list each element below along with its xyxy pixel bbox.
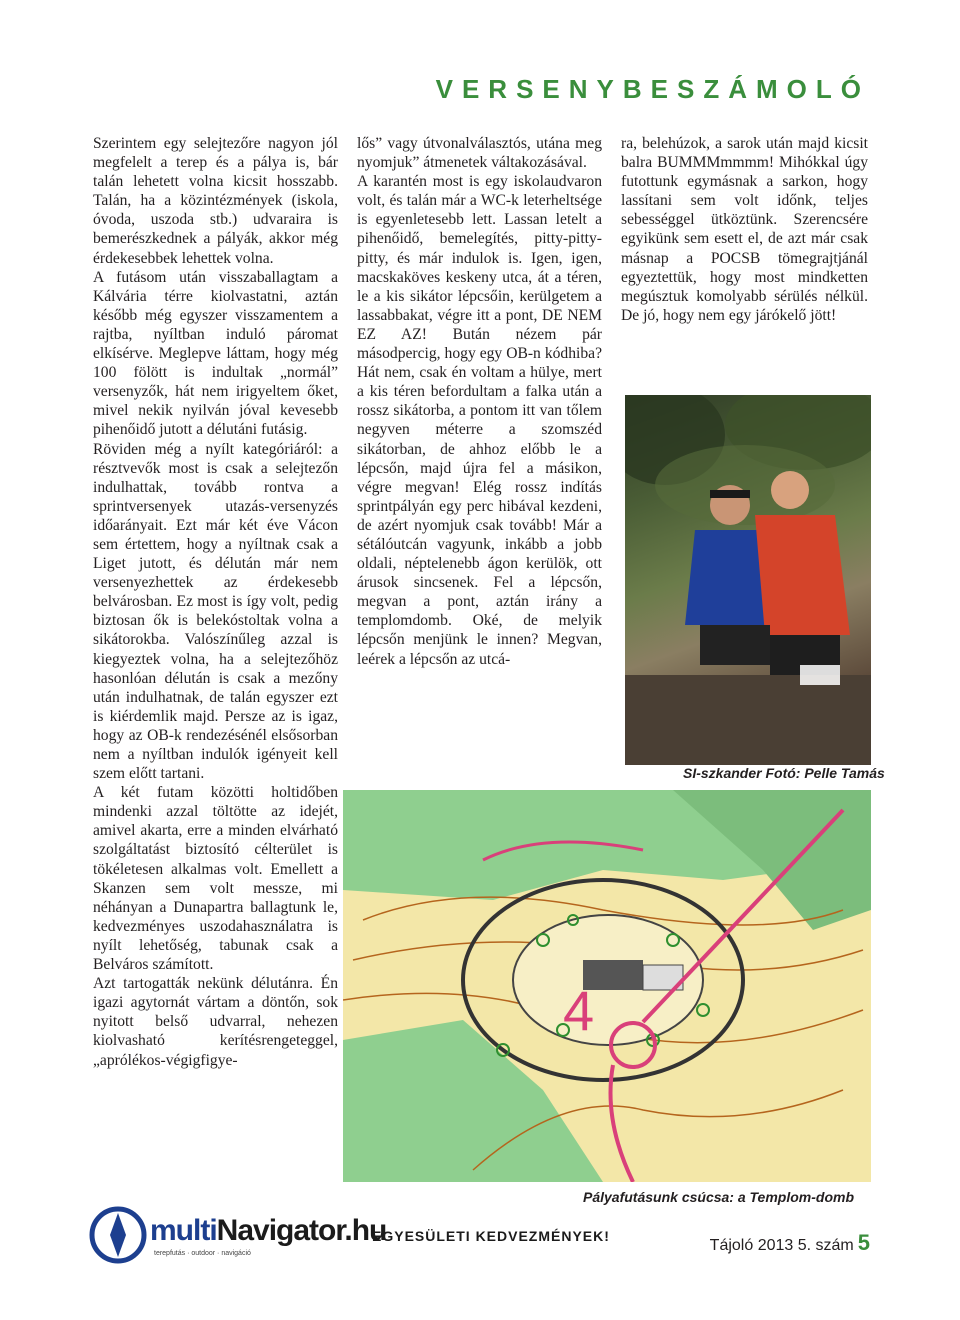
logo-wordmark-part2: Navigator.hu	[216, 1214, 387, 1247]
paragraph: Röviden még a nyílt kategóriáról: a résztvevők most is csak a selejtezőn indulhattak, tovább rontva a sprintversenyek utazás-versenyzés időarányait. Ezt már két éve Vácon sem értettem, hogy a nyíltnak csak a Liget jutott, és délután már nem versenyezhettek az érdekesebb belvárosban. Ez most is így volt, pedig biztosan ők is belekóstoltak volna a sikátorokba. Valószínűleg azzal is kiegyeztek volna, ha a selejtezőhöz hasonlóan délután is csak a mezőny után indulhatnak, de talán egyszer ezt is kiérdemlik majd. Persze az is igaz, hogy az OB-k rendezésénél elsősorban nem a nyíltban indulók igényeit kell szem előtt tartani.	[93, 440, 338, 783]
section-title: VERSENYBESZÁMOLÓ	[435, 74, 870, 104]
text-column-3	[621, 134, 868, 325]
paragraph: Azt tartogatták nekünk délutánra. Én igazi agytornát vártam a döntőn, sok nyitott belső udvarral, nehezen kiolvasható kerítésrengeteggel, „aprólékos-végigfigye-	[93, 975, 338, 1069]
logo-tagline: terepfutás · outdoor · navigáció	[154, 1250, 251, 1257]
multinavigator-logo	[88, 1200, 387, 1270]
discount-banner: EGYESÜLETI KEDVEZMÉNYEK!	[372, 1228, 610, 1244]
orienteering-map	[343, 790, 871, 1182]
paragraph: Szerintem egy selejtezőre nagyon jól megfelelt a terep és a pálya is, bár talán lehetett volna kicsit hosszabb. Talán, ha a közintézmények (iskola, óvoda, uszoda stb.) udvaraira is bemerészkednek a pályák, akkor még érdekesebbek lehettek volna.	[93, 135, 338, 267]
logo-wordmark-part1: multi	[150, 1214, 217, 1247]
paragraph: A két futam közötti holtidőben mindenki azzal töltötte az idejét, amivel akarta, erre a minden elvárható szolgáltatást biztosító célterület is tökéletesen alkalmas volt. Emellett a Skanzen sem volt messze, mi néhányan a Dunapartra ballagtunk le, kedvezményes uszodahasználatra is nyílt lehetőség, tabunak csak a Belváros számított.	[93, 784, 338, 974]
runners-photo	[625, 395, 871, 765]
photo-caption: SI-szkander Fotó: Pelle Tamás	[683, 765, 885, 781]
compass-icon	[88, 1205, 148, 1265]
magazine-issue: Tájoló 2013 5. szám	[709, 1237, 854, 1254]
paragraph: A karantén most is egy iskolaudvaron volt, és talán már a WC-k leterheltsége is egyenletesebb lett. Lassan letelt a pihenőidő, bemelegítés, pitty-pitty-pitty, és már indulok is. Igen, igen, macskaköves keskeny utca, át a téren, le a kis sikátor lépcsőin, kerülgetem a lassabbakat, végre itt a pont, DE NEM EZ AZ! Bután nézem pár másodpercig, hogy egy OB-n kódhiba? Hát nem, csak én voltam a hülye, mert a kis téren befordultam a falka után a rossz sikátorba, a pontom itt van tőlem negyven méterre a szomszéd sikátorban, de ahhoz előbb le a lépcsőn, majd újra fel a másikon, végre megvan! Elég rossz indítás sprintpályán egy perc hibával kezdeni, de azért nyomjuk csak tovább! Már a sétálóutcán vagyunk, inkább a jobb oldali, néptelenebb ágon kerülök, ott árusok sincsenek. Fel a lépcsőn, megvan a pont, aztán irány a templomdomb. Oké, de melyik lépcsőn menjünk le innen? Megvan, leérek a lépcsőn az utcá-	[357, 173, 602, 668]
logo-wordmark	[150, 1214, 386, 1248]
paragraph: A futásom után visszaballagtam a Kálvária térre kiolvastatni, aztán később még egyszer visszamentem a rajtba, nyíltban induló páromat elkísérve. Meglepve láttam, hogy még 100 fölött is indultak „normál” versenyzők, hát nem irigyeltem őket, mivel nekik nyilván jóval kevesebb pihenőidő jutott a délutáni futásig.	[93, 268, 338, 439]
map-caption: Pályafutásunk csúcsa: a Templom-domb	[583, 1189, 854, 1205]
text-column-2	[357, 134, 602, 669]
paragraph: ra, belehúzok, a sarok után majd kicsit balra BUMMMmmmm! Mihókkal úgy futottunk egymásnak a sarkon, hogy lassítani sem volt időnk, teljes sebességgel ütköztünk. Szerencsére egyikünk sem esett el, de azt már csak másnap a POCSB tömegrajtjánál egyeztettük, hogy most mindketten megúsztuk komolyabb sérülés nélkül. De jó, hogy nem egy járókelő jött!	[621, 135, 868, 324]
page-number: 5	[857, 1230, 870, 1255]
paragraph: lős” vagy útvonalválasztós, utána meg nyomjuk” átmenetek váltakozásával.	[357, 135, 602, 172]
control-number-label: 4	[563, 979, 595, 1042]
text-column-1	[93, 134, 338, 1070]
page-footer	[710, 1230, 870, 1256]
